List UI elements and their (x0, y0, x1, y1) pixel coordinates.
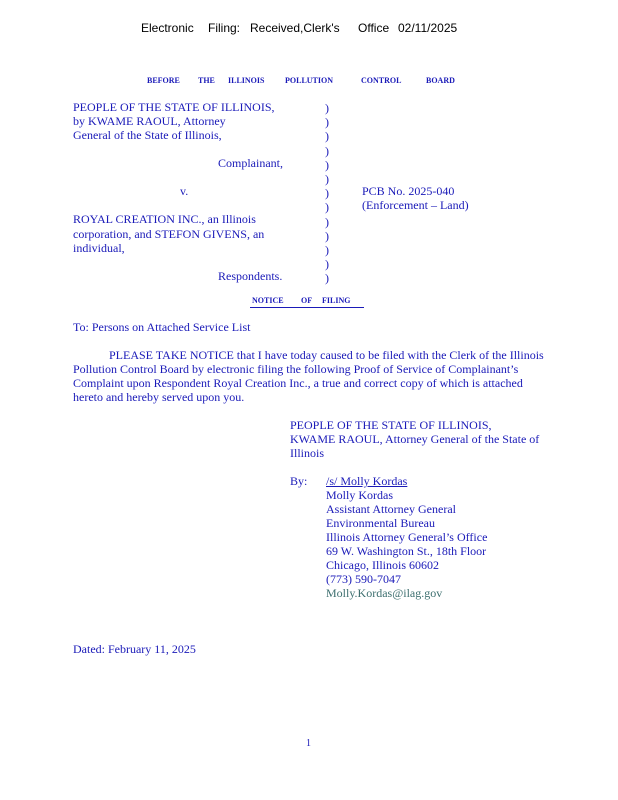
notice-title-word: FILING (322, 296, 351, 305)
sig-line: 69 W. Washington St., 18th Floor (326, 544, 487, 558)
page-number: 1 (306, 738, 311, 749)
heading-word: BOARD (426, 76, 455, 85)
sig-party-line: KWAME RAOUL, Attorney General of the State of (290, 432, 540, 446)
email-link[interactable]: Molly.Kordas@ilag.gov (326, 586, 443, 600)
versus: v. (180, 184, 189, 198)
notice-title-word: NOTICE (252, 296, 284, 305)
sig-line: Chicago, Illinois 60602 (326, 558, 439, 572)
caption-paren: ) (325, 228, 329, 243)
case-type: (Enforcement – Land) (362, 198, 469, 212)
stamp-office: Office (358, 21, 390, 35)
stamp-received-clerks: Received,Clerk's (250, 21, 340, 35)
to-line: To: Persons on Attached Service List (73, 320, 251, 334)
sig-line: Molly Kordas (326, 488, 393, 502)
heading-word: POLLUTION (285, 76, 334, 85)
caption-paren: ) (325, 101, 329, 115)
signature: /s/ Molly Kordas (326, 474, 408, 488)
caption-paren: ) (325, 172, 329, 187)
caption-paren: ) (325, 214, 329, 229)
sig-line: Assistant Attorney General (326, 502, 456, 516)
stamp-filing: Filing: (208, 21, 241, 35)
heading-word: CONTROL (361, 76, 402, 85)
stamp-electronic: Electronic (141, 21, 194, 35)
caption-paren: ) (325, 257, 329, 272)
dated-line: Dated: February 11, 2025 (73, 642, 196, 656)
sig-line: (773) 590-7047 (326, 572, 401, 586)
heading-word: THE (198, 76, 215, 85)
complainant-line: PEOPLE OF THE STATE OF ILLINOIS, (73, 100, 275, 114)
caption-paren: ) (325, 129, 329, 144)
complainant-line: General of the State of Illinois, (73, 128, 222, 142)
sig-party-line: PEOPLE OF THE STATE OF ILLINOIS, (290, 418, 492, 432)
sig-line: Illinois Attorney General’s Office (326, 530, 488, 544)
body-line: Pollution Control Board by electronic filing the following Proof of Service of Complainant’s (73, 362, 519, 376)
heading-word: BEFORE (147, 76, 180, 85)
sig-line: Environmental Bureau (326, 516, 435, 530)
case-number: PCB No. 2025-040 (362, 184, 455, 198)
caption-paren: ) (325, 157, 329, 172)
body-line: Complaint upon Respondent Royal Creation Inc., a true and correct copy of which is attached (73, 376, 523, 390)
heading-word: ILLINOIS (228, 76, 265, 85)
respondent-line: corporation, and STEFON GIVENS, an (73, 227, 265, 241)
caption-paren: ) (325, 186, 329, 201)
caption-paren: ) (325, 200, 329, 215)
caption-paren: ) (325, 243, 329, 258)
stamp-date: 02/11/2025 (398, 21, 458, 35)
sig-party-line: Illinois (290, 446, 325, 460)
body-line: hereto and hereby served upon you. (73, 390, 245, 404)
complainant-line: by KWAME RAOUL, Attorney (73, 114, 226, 128)
by-label: By: (290, 474, 308, 488)
complainant-role: Complainant, (218, 156, 283, 170)
caption-paren: ) (325, 115, 329, 130)
respondent-line: individual, (73, 241, 125, 255)
notice-title-word: OF (301, 296, 313, 305)
caption-parens (325, 101, 329, 286)
respondent-role: Respondents. (218, 269, 283, 283)
caption-paren: ) (325, 143, 329, 158)
body-line: PLEASE TAKE NOTICE that I have today caused to be filed with the Clerk of the Illinois (109, 348, 544, 362)
caption-paren: ) (325, 271, 329, 286)
respondent-line: ROYAL CREATION INC., an Illinois (73, 212, 256, 226)
notice-title (250, 296, 364, 308)
